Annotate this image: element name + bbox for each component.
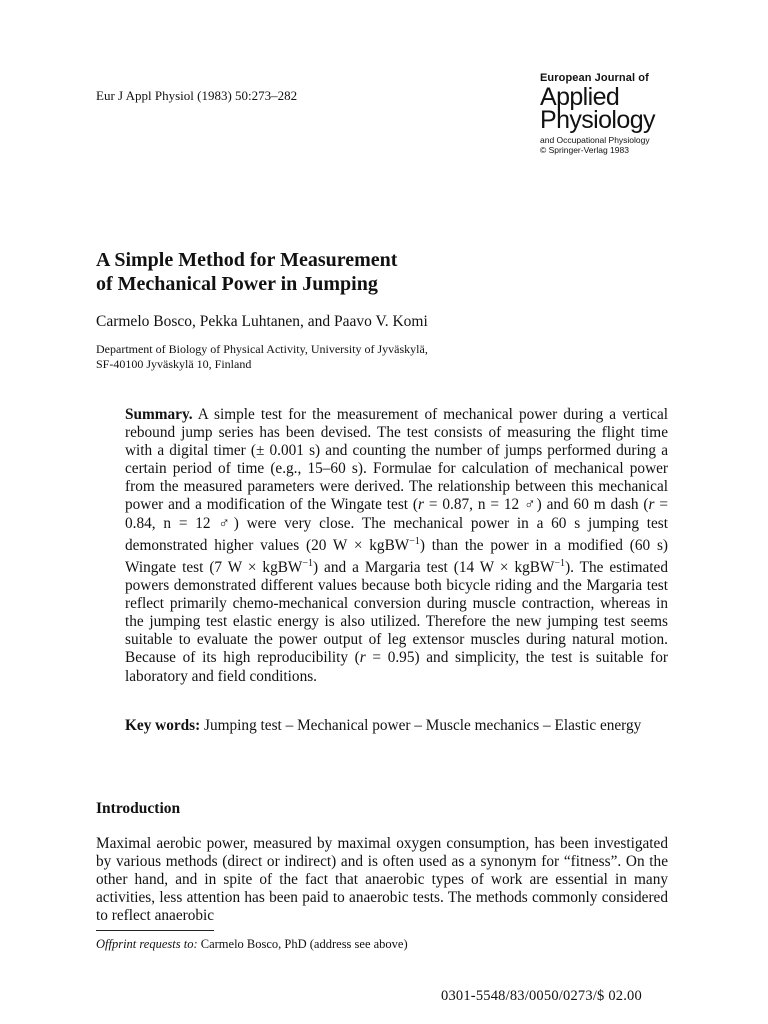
- journal-name-physiology: Physiology: [540, 106, 655, 134]
- introduction-paragraph: Maximal aerobic power, measured by maximal oxygen consumption, has been investigated by various methods (direct or indirect) and is often used as a synonym for “fitness”. On the other hand, and in spite of the fact that anaerobic types of work are essential in many activities, less attention has been paid to anaerobic tests. The methods commonly considered to reflect anaerobic: [96, 835, 668, 925]
- keywords-text: Jumping test – Mechanical power – Muscle mechanics – Elastic energy: [200, 717, 642, 734]
- journal-citation: Eur J Appl Physiol (1983) 50:273–282: [96, 88, 298, 103]
- article-code: 0301-5548/83/0050/0273/$ 02.00: [441, 988, 642, 1004]
- summary-superscript: −1: [409, 535, 420, 547]
- summary-text: ) and a Margaria test (14 W × kgBW: [313, 558, 555, 576]
- summary-text: ) than the power in a modified (60 s) Wingate test (7 W × kgBW: [125, 536, 668, 576]
- keywords-paragraph: [125, 717, 668, 735]
- journal-masthead: [540, 72, 740, 155]
- article-title-line2: of Mechanical Power in Jumping: [96, 273, 378, 295]
- affiliation-line1: Department of Biology of Physical Activity, University of Jyväskylä,: [96, 342, 428, 356]
- article-title: [96, 248, 656, 296]
- article-title-line1: A Simple Method for Measurement: [96, 249, 398, 271]
- author-list: Carmelo Bosco, Pekka Luhtanen, and Paavo V. Komi: [96, 313, 428, 330]
- summary-paragraph: [125, 406, 668, 686]
- summary-r-symbol: r: [648, 496, 655, 514]
- summary-text: = 0.84, n = 12 ♂) were very close. The mechanical power in a 60 s jumping test demonstrated higher values (20 W × kgBW: [125, 496, 668, 554]
- affiliation-line2: SF-40100 Jyväskylä 10, Finland: [96, 357, 252, 371]
- offprint-footnote: [96, 937, 408, 952]
- summary-superscript: −1: [554, 557, 566, 569]
- summary-r-symbol: r: [359, 649, 366, 667]
- summary-r-symbol: r: [418, 496, 424, 514]
- summary-text: A simple test for the measurement of mechanical power during a vertical rebound jump series has been devised. The test consists of measuring the flight time with a digital timer (± 0.001 s) and counting the number of jumps performed during a certain period of time (e.g., 15–60 s). Formulae for calculation of mechanical power from the measured parameters were derived. The relationship between this mechanical power and a modification of the Wingate test (: [125, 406, 668, 514]
- summary-superscript: −1: [302, 557, 314, 569]
- summary-text: = 0.95) and simplicity, the test is suitable for laboratory and field conditions.: [125, 649, 668, 685]
- summary-text: = 0.87, n = 12 ♂) and 60 m dash (: [423, 496, 649, 514]
- keywords-label: Key words:: [125, 717, 201, 734]
- journal-copyright: © Springer-Verlag 1983: [540, 145, 629, 155]
- introduction-heading: Introduction: [96, 800, 181, 817]
- footnote-divider: [96, 930, 214, 931]
- author-affiliation: [96, 342, 616, 372]
- journal-subtitle: and Occupational Physiology: [540, 135, 650, 145]
- footnote-label: Offprint requests to:: [96, 937, 198, 951]
- footnote-text: Carmelo Bosco, PhD (address see above): [197, 937, 408, 951]
- journal-name-applied: Applied: [540, 83, 620, 111]
- summary-label: Summary.: [125, 406, 193, 423]
- summary-text: ). The estimated powers demonstrated different values because both bicycle riding and the Margaria test reflect primarily chemo-mechanical conversion during muscle contraction, whereas in the jumping test elastic energy is also utilized. Therefore the new jumping test seems suitable to evaluate the power output of leg extensor muscles during natural motion. Because of its high reproducibility (: [125, 558, 668, 667]
- journal-of-label: European Journal of: [540, 72, 649, 84]
